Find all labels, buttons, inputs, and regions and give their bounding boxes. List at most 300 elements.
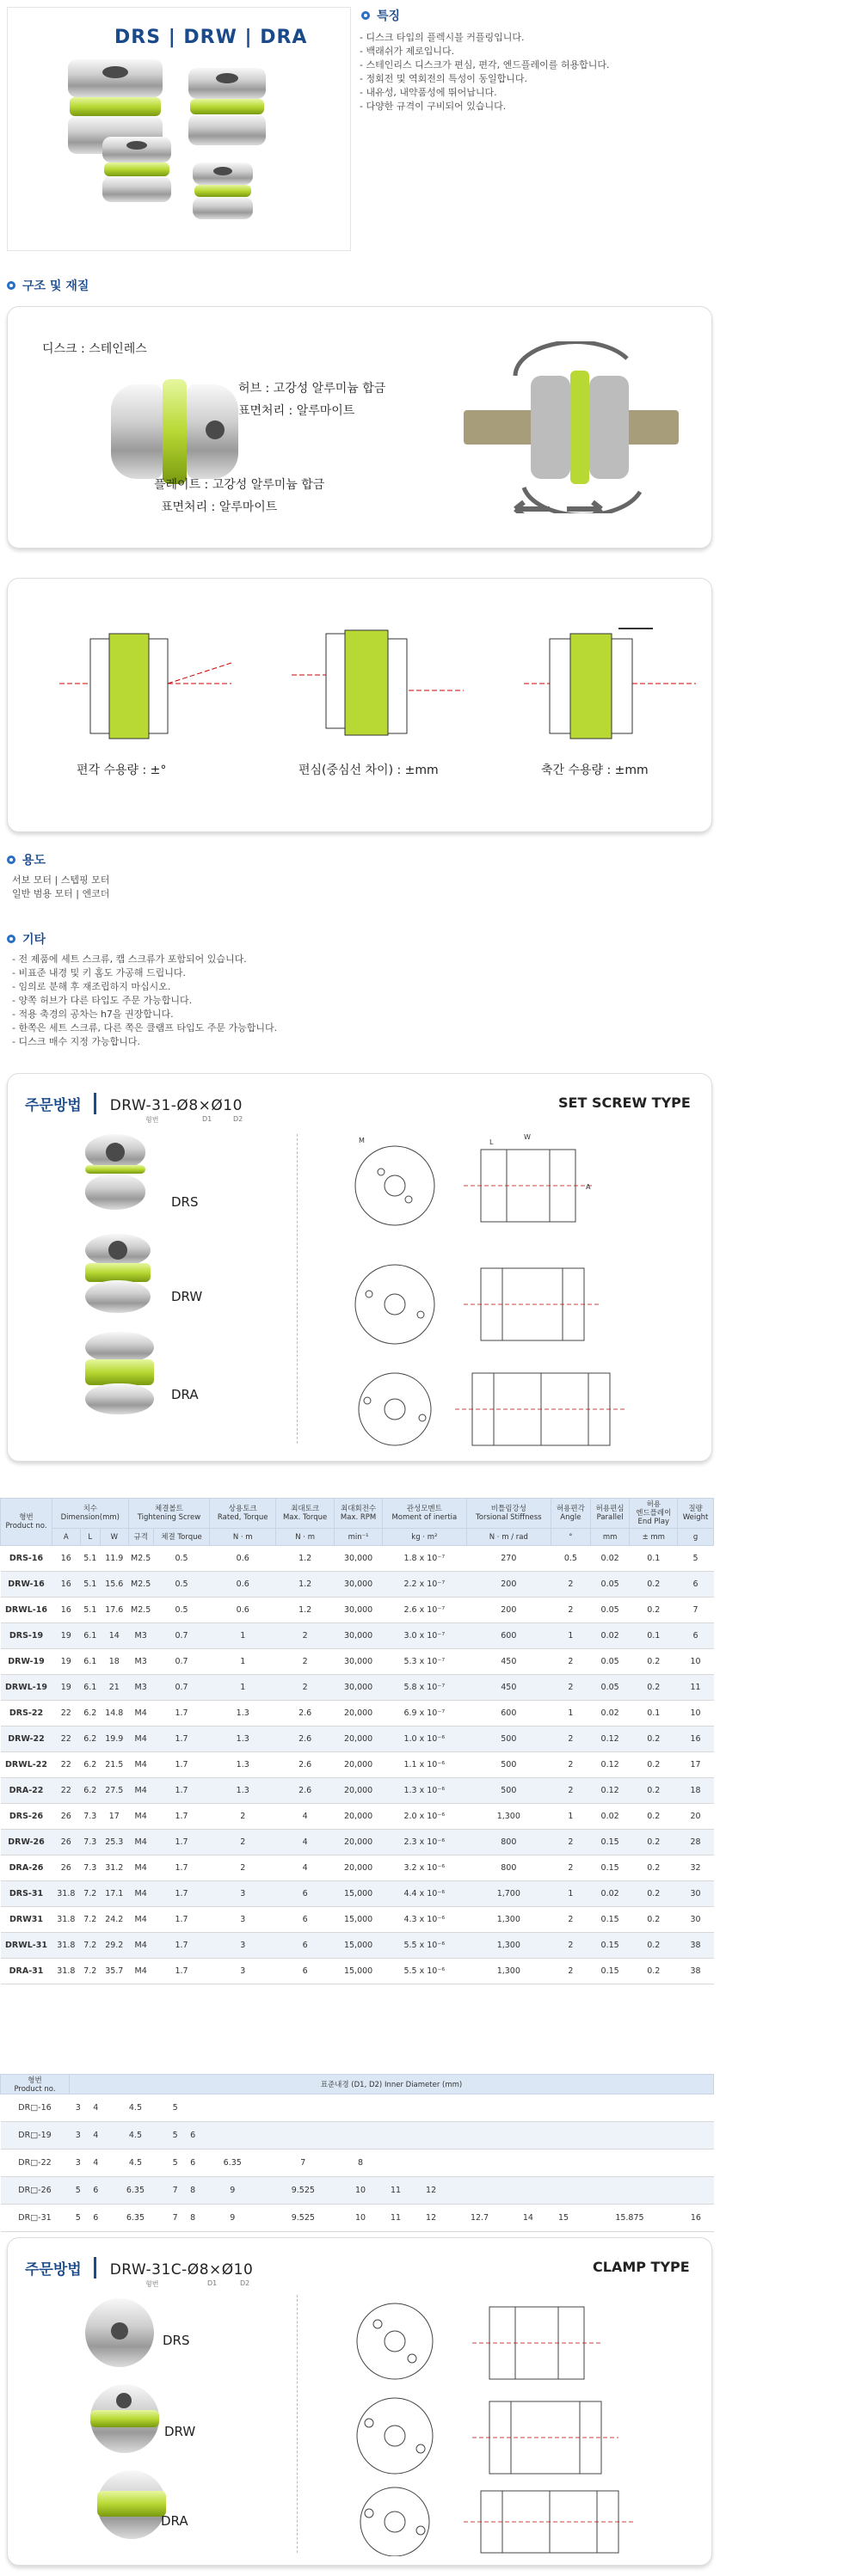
parallel-tolerance-label: 편심(중심선 차이) : ±mm [298, 764, 439, 777]
product-cell: DRS-16 [1, 1546, 52, 1572]
table-cell: 17 [100, 1804, 128, 1830]
table-cell: 4 [276, 1855, 335, 1881]
table-cell: 30,000 [335, 1623, 383, 1649]
table-cell: 6 [184, 2150, 202, 2177]
table-cell [545, 2177, 581, 2205]
drw-product-image [85, 1234, 151, 1316]
table-cell: 0.02 [590, 1546, 630, 1572]
structure-heading: 구조 및 재질 [7, 277, 89, 294]
table-cell: 17 [678, 1752, 714, 1778]
table-cell [449, 2177, 511, 2205]
table-row [1, 2095, 714, 2122]
product-name-drw: DRW [164, 2424, 196, 2439]
table-cell: 2 [210, 1855, 276, 1881]
table-cell: 1 [210, 1675, 276, 1701]
table-cell: 20,000 [335, 1701, 383, 1727]
bullet-icon [7, 856, 15, 864]
table-cell: 1.7 [153, 1752, 210, 1778]
table-cell [449, 2122, 511, 2150]
table-cell: 1,300 [466, 1959, 551, 1984]
product-cell: DRS-19 [1, 1623, 52, 1649]
table-cell: 6 [276, 1959, 335, 1984]
set-screw-technical-drawings [343, 1125, 705, 1452]
table-row [1, 1623, 714, 1649]
order-sub-d1: D1 [207, 2279, 218, 2287]
table-cell: 6.35 [105, 2177, 167, 2205]
table-cell: M2.5 [128, 1572, 153, 1598]
table-cell: M4 [128, 1881, 153, 1907]
table-cell [545, 2095, 581, 2122]
table-row [1, 1881, 714, 1907]
drs-product-image [85, 1134, 145, 1220]
table-cell: 18 [678, 1778, 714, 1804]
table-cell: 5 [70, 2205, 88, 2232]
front-view-circle [355, 1146, 434, 1225]
order-code: DRW-31C-Ø8×Ø10 [109, 2261, 254, 2279]
table-cell: 3 [70, 2122, 88, 2150]
table-cell: 4 [87, 2122, 105, 2150]
table-cell: 4.3 x 10⁻⁶ [383, 1907, 467, 1933]
table-cell: 6.2 [80, 1701, 100, 1727]
table-cell: 8 [184, 2205, 202, 2232]
table-cell: 24.2 [100, 1907, 128, 1933]
hub-finish-label: 표면처리 : 알루마이트 [238, 404, 355, 418]
table-cell: 22 [52, 1752, 81, 1778]
table-cell: 9.525 [263, 2205, 342, 2232]
table-cell: M3 [128, 1675, 153, 1701]
spec-table: 형번 Product no. 치수 Dimension(mm) 체결볼트 Tightening Screw 상용토크 Rated, Torque 최대토크 Max. Torque 최대회전수 Max. RPM 관성모멘트 Moment of inertia 비틀림강성 Torsional Stiffness 허용편각 Angle 허용편심 Parallel 허용 엔드플레이 End Play 질량 Weight A L W 규격 체결 Torque N · m N · m min⁻¹ kg · m² N · m / rad ° mm ± mm g DRS-16 16 5.1 11.9 M2.5 0.5 0.6 1.2 30,000 1.8 x 10⁻⁷ 270 0.5 0.02 0.1 5 DRW-16 16 5.1 15.6 M2.5 0.5 0.6 1.2 30,000 2.2 x 10⁻⁷ 200 2 0.05 0.2 6 DRWL-16 16 5.1 17.6 M2.5 0.5 0.6 1.2 30,000 2.6 x 10⁻⁷ 200 2 0.05 0.2 7 DRS-19 19 6.1 14 M3 0.7 1 2 30,000 3.0 x 10⁻⁷ 600 1 0.02 0.1 6 DRW-19 19 6.1 18 M3 0.7 1 2 30,000 5.3 x 10⁻⁷ 450 2 0.05 0.2 10 DRWL-19 19 6.1 21 M3 0.7 1 2 30,000 5.8 x 10⁻⁷ 450 2 0.05 0.2 11 DRS-22 22 6.2 14.8 M4 1.7 1.3 2.6 20,000 6.9 x 10⁻⁷ 600 1 0.02 0.1 10 DRW-22 22 6.2 19.9 M4 1.7 1.3 2.6 20,000 1.0 x 10⁻⁶ 500 2 0.12 0.2 16 DRWL-22 22 6.2 21.5 M4 1.7 1.3 2.6 20,000 1.1 x 10⁻⁶ 500 2 0.12 0.2 17 DRA-22 22 6.2 27.5 M4 1.7 1.3 2.6 20,000 1.3 x 10⁻⁶ 500 2 0.12 0.2 18 DRS-26 26 7.3 17 M4 1.7 2 4 20,000 2.0 x 10⁻⁶ 1,300 1 0.02 0.2 20 DRW-26 26 7.3 25.3 M4 1.7 2 4 20,000 2.3 x 10⁻⁶ 800 2 0.15 0.2 28 DRA-26 26 7.3 31.2 M4 1.7 2 4 20,000 3.2 x 10⁻⁶ 800 2 0.15 0.2 32 DRS-31 31.8 7.2 17.1 M4 1.7 3 6 15,000 4.4 x 10⁻⁶ 1,700 1 0.02 0.2 30 DRW31 31.8 7.2 24.2 M4 1.7 3 6 15,000 4.3 x 10⁻⁶ 1,300 2 0.15 0.2 30 DRWL-31 31.8 7.2 29.2 M4 1.7 3 6 15,000 5.5 x 10⁻⁶ 1,300 2 0.15 0.2 38 DRA-31 31.8 7.2 35.7 M4 1.7 3 6 15,000 5.5 x 10⁻⁶ 1,300 2 0.15 0.2 38 [0, 1498, 714, 1984]
table-cell: 1.7 [153, 1727, 210, 1752]
table-cell: 7.3 [80, 1804, 100, 1830]
etc-list [12, 953, 277, 1049]
table-cell: 0.2 [630, 1855, 678, 1881]
table-row [1, 1752, 714, 1778]
table-cell: 5 [678, 1546, 714, 1572]
table-cell: M4 [128, 1804, 153, 1830]
bullet-icon [7, 281, 15, 290]
table-cell: 1.3 [210, 1778, 276, 1804]
table-cell: 7.2 [80, 1881, 100, 1907]
product-cell: DRW-22 [1, 1727, 52, 1752]
product-cell: DRA-26 [1, 1855, 52, 1881]
table-cell: 200 [466, 1598, 551, 1623]
table-cell: M2.5 [128, 1546, 153, 1572]
table-cell: 30,000 [335, 1649, 383, 1675]
etc-item: - 임의로 분해 후 재조립하지 마십시오. [12, 981, 171, 992]
table-cell: 2.6 [276, 1752, 335, 1778]
table-cell: 26 [52, 1830, 81, 1855]
product-cell: DR□-19 [1, 2122, 70, 2150]
table-cell: 7.2 [80, 1933, 100, 1959]
table-cell: 0.2 [630, 1933, 678, 1959]
table-cell: 31.8 [52, 1881, 81, 1907]
table-row [1, 1933, 714, 1959]
table-cell: M3 [128, 1649, 153, 1675]
order-label: 주문방법 [25, 1093, 96, 1114]
table-cell [342, 2095, 378, 2122]
table-cell: 3 [210, 1881, 276, 1907]
features-list [360, 31, 609, 113]
table-cell: 0.2 [630, 1830, 678, 1855]
table-cell: 2.3 x 10⁻⁶ [383, 1830, 467, 1855]
product-cell: DRW-19 [1, 1649, 52, 1675]
product-cell: DRWL-19 [1, 1675, 52, 1701]
table-cell: 6.35 [105, 2205, 167, 2232]
table-cell: 1.7 [153, 1830, 210, 1855]
table-cell: 0.02 [590, 1701, 630, 1727]
table-cell: 6.1 [80, 1649, 100, 1675]
feature-item: - 내유성, 내약품성에 뛰어납니다. [360, 87, 497, 98]
table-cell: 31.2 [100, 1855, 128, 1881]
table-cell: 1 [551, 1804, 591, 1830]
table-cell: 6 [184, 2122, 202, 2150]
table-row [1, 1649, 714, 1675]
tolerance-card [7, 578, 712, 832]
table-cell: 600 [466, 1623, 551, 1649]
table-cell: 800 [466, 1830, 551, 1855]
product-cell: DRS-22 [1, 1701, 52, 1727]
table-cell: M4 [128, 1907, 153, 1933]
feature-item: - 다양한 규격이 구비되어 있습니다. [360, 101, 507, 112]
table-cell: 6 [276, 1881, 335, 1907]
table-cell: 22 [52, 1727, 81, 1752]
table-cell: 20,000 [335, 1855, 383, 1881]
order-set-screw-card [7, 1073, 712, 1462]
table-row [1, 2122, 714, 2150]
dim-letter-l: L [489, 1138, 494, 1146]
table-cell: 0.2 [630, 1727, 678, 1752]
table-cell: 7 [263, 2150, 342, 2177]
parallel-misalignment-diagram [292, 622, 464, 742]
table-cell [545, 2122, 581, 2150]
table-cell: 3.0 x 10⁻⁷ [383, 1623, 467, 1649]
product-name-dra: DRA [171, 1387, 199, 1402]
table-cell: 9.525 [263, 2177, 342, 2205]
table-row [1, 1675, 714, 1701]
col-screw: 체결볼트 Tightening Screw [128, 1499, 210, 1529]
table-cell: 800 [466, 1855, 551, 1881]
table-cell [678, 2150, 713, 2177]
table-cell: 15,000 [335, 1933, 383, 1959]
col-max-torque: 최대토크 Max. Torque [276, 1499, 335, 1529]
table-cell: 1.0 x 10⁻⁶ [383, 1727, 467, 1752]
table-cell [510, 2122, 545, 2150]
etc-item: - 양쪽 허브가 다른 타입도 주문 가능합니다. [12, 995, 193, 1006]
table-cell [581, 2095, 679, 2122]
table-cell: 1 [210, 1623, 276, 1649]
table-cell: 6 [87, 2177, 105, 2205]
rotation-diagram [455, 341, 687, 513]
divider [297, 1134, 298, 1444]
table-cell: M4 [128, 1752, 153, 1778]
table-cell [510, 2177, 545, 2205]
table-row [1, 1855, 714, 1881]
table-cell: 1.7 [153, 1959, 210, 1984]
product-cell: DRS-26 [1, 1804, 52, 1830]
table-row [1, 2177, 714, 2205]
table-cell: 20,000 [335, 1778, 383, 1804]
table-cell: 1.3 [210, 1727, 276, 1752]
disc-material-label: 디스크 : 스테인레스 [42, 342, 147, 356]
table-cell: 2 [551, 1830, 591, 1855]
coupling-mini-image [193, 163, 253, 231]
table-cell: 270 [466, 1546, 551, 1572]
table-cell: 2.2 x 10⁻⁷ [383, 1572, 467, 1598]
table-cell: M4 [128, 1701, 153, 1727]
table-cell: 0.12 [590, 1752, 630, 1778]
etc-item: - 전 제품에 세트 스크류, 캡 스크류가 포함되어 있습니다. [12, 954, 247, 965]
table-cell: 0.02 [590, 1881, 630, 1907]
table-cell: 18 [100, 1649, 128, 1675]
table-cell [678, 2122, 713, 2150]
table-row [1, 1701, 714, 1727]
table-cell: 0.2 [630, 1675, 678, 1701]
table-cell: 200 [466, 1572, 551, 1598]
hero-title: DRS | DRW | DRA [114, 27, 308, 48]
table-cell: 10 [678, 1649, 714, 1675]
col-rated: 상용토크 Rated, Torque [210, 1499, 276, 1529]
table-cell: 5.5 x 10⁻⁶ [383, 1933, 467, 1959]
table-cell: 2 [276, 1623, 335, 1649]
table-cell: 2 [551, 1598, 591, 1623]
product-cell: DRA-31 [1, 1959, 52, 1984]
order-clamp-card [7, 2237, 712, 2566]
table-cell: 6 [87, 2205, 105, 2232]
table-row [1, 1598, 714, 1623]
table-cell: 2.6 x 10⁻⁷ [383, 1598, 467, 1623]
drs-clamp-image [85, 2298, 154, 2371]
table-cell: 7 [678, 1598, 714, 1623]
order-sub-d1: D1 [202, 1115, 212, 1123]
product-cell: DR□-22 [1, 2150, 70, 2177]
table-row [1, 2205, 714, 2232]
table-cell: 0.15 [590, 1830, 630, 1855]
table-cell: 8 [184, 2177, 202, 2205]
product-name-drs: DRS [171, 1194, 199, 1210]
order-set-header [25, 1093, 243, 1114]
table-cell: 1,300 [466, 1933, 551, 1959]
table-cell: 0.2 [630, 1778, 678, 1804]
table-cell: 1.7 [153, 1907, 210, 1933]
table-cell: 11 [378, 2177, 414, 2205]
hero-product-image [7, 7, 351, 251]
table-cell: 4 [276, 1804, 335, 1830]
table-cell: 30 [678, 1881, 714, 1907]
table-cell: 31.8 [52, 1907, 81, 1933]
table-cell: 14 [510, 2205, 545, 2232]
table-cell: 31.8 [52, 1959, 81, 1984]
rotation-arrow-icon [515, 342, 627, 376]
col-product: 형번 Product no. [1, 2075, 70, 2095]
col-inertia: 관성모멘트 Moment of inertia [383, 1499, 467, 1529]
table-cell: M4 [128, 1778, 153, 1804]
table-cell: 2 [551, 1572, 591, 1598]
table-cell: 1.2 [276, 1598, 335, 1623]
table-cell: 3 [210, 1959, 276, 1984]
table-cell [414, 2150, 449, 2177]
table-cell: 4.5 [105, 2095, 167, 2122]
product-cell: DRWL-16 [1, 1598, 52, 1623]
table-row [1, 1572, 714, 1598]
etc-item: - 한쪽은 세트 스크류, 다른 쪽은 클램프 타입도 주문 가능합니다. [12, 1022, 278, 1033]
table-cell: 12 [414, 2205, 449, 2232]
table-cell: 0.2 [630, 1752, 678, 1778]
table-cell: 20 [678, 1804, 714, 1830]
table-row [1, 1804, 714, 1830]
col-stiffness: 비틀림강성 Torsional Stiffness [466, 1499, 551, 1529]
table-cell: 16 [52, 1546, 81, 1572]
table-cell: 2 [551, 1752, 591, 1778]
table-cell: 2 [551, 1855, 591, 1881]
table-cell: 19 [52, 1649, 81, 1675]
table-cell: 3.2 x 10⁻⁶ [383, 1855, 467, 1881]
table-row [1, 1830, 714, 1855]
table-cell: 4 [87, 2095, 105, 2122]
table-cell: 0.2 [630, 1598, 678, 1623]
table-cell: 0.15 [590, 1959, 630, 1984]
table-cell [184, 2095, 202, 2122]
table-cell: 0.05 [590, 1649, 630, 1675]
table-cell [201, 2095, 263, 2122]
product-cell: DRWL-22 [1, 1752, 52, 1778]
feature-item: - 백래쉬가 제로입니다. [360, 46, 455, 57]
order-clamp-header [25, 2257, 253, 2279]
front-view-circle [359, 1373, 431, 1445]
table-cell [678, 2177, 713, 2205]
table-cell: 1.8 x 10⁻⁷ [383, 1546, 467, 1572]
table-cell: 450 [466, 1649, 551, 1675]
table-cell: M4 [128, 1933, 153, 1959]
order-sub-model: 형번 [145, 1116, 159, 1124]
table-cell: 38 [678, 1959, 714, 1984]
col-product: 형번 Product no. [1, 1499, 52, 1546]
etc-heading: 기타 [7, 930, 46, 948]
table-cell: 4 [87, 2150, 105, 2177]
table-cell: 500 [466, 1727, 551, 1752]
table-cell: 10 [342, 2177, 378, 2205]
table-cell: 27.5 [100, 1778, 128, 1804]
table-cell: 19.9 [100, 1727, 128, 1752]
table-cell: 2.6 [276, 1778, 335, 1804]
table-cell: 7.3 [80, 1855, 100, 1881]
table-cell: 21 [100, 1675, 128, 1701]
table-cell: 3 [210, 1933, 276, 1959]
table-cell: 500 [466, 1778, 551, 1804]
table-cell: 2.6 [276, 1701, 335, 1727]
table-cell: 19 [52, 1675, 81, 1701]
order-sub-model: 형번 [145, 2280, 159, 2288]
drw-clamp-image [90, 2384, 159, 2456]
table-cell: 5.1 [80, 1546, 100, 1572]
table-cell: 0.2 [630, 1804, 678, 1830]
table-cell: 0.02 [590, 1623, 630, 1649]
product-name-dra: DRA [161, 2513, 188, 2529]
table-cell: 5 [166, 2122, 184, 2150]
table-cell [510, 2095, 545, 2122]
product-name-drw: DRW [171, 1289, 203, 1304]
table-cell: 2 [551, 1727, 591, 1752]
table-cell: 6 [678, 1572, 714, 1598]
table-cell [545, 2150, 581, 2177]
table-cell: 0.6 [210, 1598, 276, 1623]
table-cell [510, 2150, 545, 2177]
col-parallel: 허용편심 Parallel [590, 1499, 630, 1529]
table-cell: 4.5 [105, 2122, 167, 2150]
table-cell: 20,000 [335, 1752, 383, 1778]
table-cell [342, 2122, 378, 2150]
order-code: DRW-31-Ø8×Ø10 [109, 1097, 243, 1114]
table-row [1, 2150, 714, 2177]
table-cell: 0.05 [590, 1598, 630, 1623]
plate-finish-label: 표면처리 : 알루마이트 [161, 500, 278, 514]
table-cell: 2 [551, 1959, 591, 1984]
angular-tolerance-label: 편각 수용량 : ±° [77, 764, 167, 777]
table-cell: 0.2 [630, 1907, 678, 1933]
table-row [1, 1778, 714, 1804]
table-cell: 600 [466, 1701, 551, 1727]
table-cell: 1.3 [210, 1701, 276, 1727]
table-cell: 0.2 [630, 1959, 678, 1984]
table-cell: 30,000 [335, 1546, 383, 1572]
table-cell: 2 [551, 1649, 591, 1675]
table-cell: 1.1 x 10⁻⁶ [383, 1752, 467, 1778]
table-cell [201, 2122, 263, 2150]
product-cell: DRW31 [1, 1907, 52, 1933]
table-cell: 1 [551, 1881, 591, 1907]
table-cell: 30,000 [335, 1675, 383, 1701]
table-cell: 6 [276, 1907, 335, 1933]
product-cell: DRW-16 [1, 1572, 52, 1598]
table-cell: 26 [52, 1804, 81, 1830]
bore-table [0, 2074, 714, 2232]
table-cell: 14.8 [100, 1701, 128, 1727]
table-cell: 11.9 [100, 1546, 128, 1572]
table-cell: 30,000 [335, 1598, 383, 1623]
table-cell: M4 [128, 1959, 153, 1984]
table-cell: 5.3 x 10⁻⁷ [383, 1649, 467, 1675]
table-cell: 0.5 [551, 1546, 591, 1572]
table-cell: 5 [166, 2150, 184, 2177]
table-cell: 4.5 [105, 2150, 167, 2177]
table-cell: 15,000 [335, 1907, 383, 1933]
structure-card [7, 306, 712, 549]
table-cell: 1.7 [153, 1933, 210, 1959]
table-cell: 2.6 [276, 1727, 335, 1752]
table-cell: 2.0 x 10⁻⁶ [383, 1804, 467, 1830]
table-cell: 5.8 x 10⁻⁷ [383, 1675, 467, 1701]
clamp-type-label: CLAMP TYPE [593, 2259, 690, 2275]
table-cell: 5 [166, 2095, 184, 2122]
table-cell: 2 [551, 1933, 591, 1959]
table-cell: 0.5 [153, 1598, 210, 1623]
table-cell: 26 [52, 1855, 81, 1881]
table-cell: 500 [466, 1752, 551, 1778]
table-cell: 6.1 [80, 1675, 100, 1701]
table-cell [581, 2177, 679, 2205]
table-cell: 0.5 [153, 1572, 210, 1598]
table-cell: 1 [210, 1649, 276, 1675]
table-cell: 0.02 [590, 1804, 630, 1830]
table-cell: 0.15 [590, 1907, 630, 1933]
table-cell: M4 [128, 1727, 153, 1752]
table-cell: 30,000 [335, 1572, 383, 1598]
table-cell: 30 [678, 1907, 714, 1933]
table-cell: 1,300 [466, 1804, 551, 1830]
product-cell: DR□-26 [1, 2177, 70, 2205]
table-cell: M3 [128, 1623, 153, 1649]
table-cell: 21.5 [100, 1752, 128, 1778]
table-cell: 2 [276, 1649, 335, 1675]
